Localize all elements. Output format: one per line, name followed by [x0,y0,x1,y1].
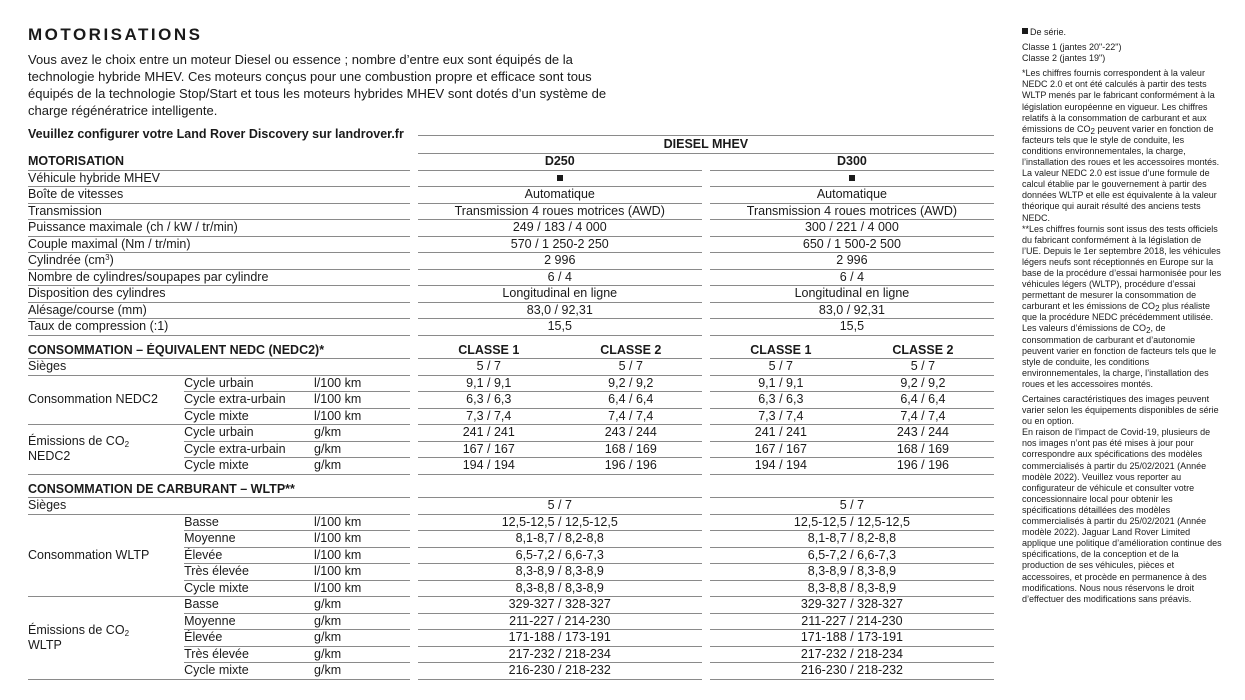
footnote-nedc: *Les chiffres fournis correspondent à la valeur NEDC 2.0 et ont été calculés à partir des tests WLTP menés par le fabricant conformément à la législation européenne en vigueur. Les chiffres relatifs à la consommation de carburant et aux émissions de $CO_2$ peuvent varier en fonction de facteurs tels que le style de conduite, les conditions environnementales, la charge, l’installation des roues et les accessoires montés. [1022,68,1220,168]
nedc-header-row: CONSOMMATION – ÉQUIVALENT NEDC (NEDC2)* CLASSE 1 CLASSE 2 CLASSE 1 CLASSE 2 [28,343,994,359]
spec-row: Cylindrée $(cm^3)$ 2 996 2 996 [28,253,994,270]
spec-row: Consommation NEDC2 Cycle urbain l/100 km 9,1 / 9,1 9,2 / 9,2 9,1 / 9,1 9,2 / 9,2 [28,375,994,392]
footnote-wltp: **Les chiffres fournis sont issus des tests officiels du fabricant conformément à la législation de l’UE. Depuis le 1er septembre 2018, les véhicules légers neufs sont réceptionnés en Europe sur la base de la procédure d’essai harmonisée pour les véhicules légers (WLTP), procédure d’essai permettant de mesurer la consommation de carburant et les émissions de $CO_2$ plus réaliste que la procédure NEDC précédemment utilisée. Les valeurs d’émissions de $CO_2$, de consommation de carburant et d’autonomie peuvent varier en fonction de facteurs tels que le style de conduite, les conditions environnementales, la charge, l’installation des roues et les accessoires montés. [1022,223,1222,389]
group-header-row [28,136,994,154]
spec-row: Très élevée g/km 217-232 / 218-234 217-232 / 218-234 [28,646,994,663]
standard-square-icon [849,175,855,181]
spec-row-mhev: Véhicule hybride MHEV [28,170,994,187]
engine-spec-table [28,135,994,680]
footnotes-sidebar [1022,27,1222,609]
spec-row: Alésage/course (mm) 83,0 / 92,31 83,0 / 92,31 [28,302,994,319]
model-d250: D250 [418,154,702,171]
spec-row: Élevée l/100 km 6,5-7,2 / 6,6-7,3 6,5-7,2 / 6,6-7,3 [28,547,994,564]
spec-row: Consommation WLTP Basse l/100 km 12,5-12,5 / 12,5-12,5 12,5-12,5 / 12,5-12,5 [28,514,994,531]
page-title: MOTORISATIONS [28,25,203,44]
spec-row: Couple maximal (Nm / tr/min) 570 / 1 250-2 250 650 / 1 500-2 500 [28,236,994,253]
diesel-mhev-header: DIESEL MHEV [418,136,994,154]
footnote-images: Certaines caractéristiques des images peuvent varier selon les équipements disponibles de série ou en option. [1022,394,1219,427]
footnote-covid: En raison de l’impact de Covid-19, plusieurs de nos images n’ont pas été mises à jour pour correspondre aux spécifications des modèles commercialisés à partir du 25/02/2021 (Année modèle 2022). Veuillez vous reporter au configurateur de véhicule et consulter votre concessionnaire local pour obtenir les spécifications détaillées des modèles commercialisés à partir du 25/02/2021 (Année modèle 2022). Jaguar Land Rover Limited applique une politique d’amélioration continue des spécifications, de la conception et de la production de ses véhicules, pièces et accessoires, et procède en permanence à des modifications. Nous nous réservons le droit d’effectuer des modifications sans préavis. [1022,427,1222,604]
group-label: Émissions de $CO_2$ NEDC2 [28,425,184,475]
spec-row: Moyenne l/100 km 8,1-8,7 / 8,2-8,8 8,1-8,7 / 8,2-8,8 [28,531,994,548]
standard-square-icon [557,175,563,181]
model-d300: D300 [710,154,994,171]
spec-row: Très élevée l/100 km 8,3-8,9 / 8,3-8,9 8,3-8,9 / 8,3-8,9 [28,564,994,581]
main-content [28,24,998,678]
footnote-nedc-formula: La valeur NEDC 2.0 est issue d’une formule de calcul établie par le gouvernement à partir des données WLTP et elle est équivalente à la valeur théorique qui aurait résulté des anciens tests NEDC. [1022,168,1217,223]
spec-row: Disposition des cylindres Longitudinal en ligne Longitudinal en ligne [28,286,994,303]
spec-row: Transmission Transmission 4 roues motrices (AWD) Transmission 4 roues motrices (AWD) [28,203,994,220]
spec-row: Moyenne g/km 211-227 / 214-230 211-227 / 214-230 [28,613,994,630]
spec-row: Cycle mixte l/100 km 7,3 / 7,4 7,4 / 7,4 7,3 / 7,4 7,4 / 7,4 [28,408,994,425]
spec-row: Cycle extra-urbain l/100 km 6,3 / 6,3 6,4 / 6,4 6,3 / 6,3 6,4 / 6,4 [28,392,994,409]
legend: De série. [1022,27,1222,38]
wltp-header-row [28,482,994,498]
group-label: Consommation NEDC2 [28,375,184,425]
standard-square-icon [1022,28,1028,34]
section-wltp: CONSOMMATION DE CARBURANT – WLTP** [28,482,410,498]
spec-row: Cycle mixte g/km 194 / 194 196 / 196 194 / 194 196 / 196 [28,458,994,475]
spec-row: Cycle mixte l/100 km 8,3-8,8 / 8,3-8,9 8,3-8,8 / 8,3-8,9 [28,580,994,597]
spec-row: Émissions de $CO_2$ NEDC2 Cycle urbain g/km 241 / 241 243 / 244 241 / 241 243 / 244 [28,425,994,442]
group-label: Émissions de $CO_2$ WLTP [28,597,184,680]
spec-row: Taux de compression (:1) 15,5 15,5 [28,319,994,336]
spec-row: Puissance maximale (ch / kW / tr/min) 249 / 183 / 4 000 300 / 221 / 4 000 [28,220,994,237]
group-label: Consommation WLTP [28,514,184,597]
intro-paragraph: Vous avez le choix entre un moteur Diesel ou essence ; nombre d’entre eux sont équipés de la technologie hybride MHEV. Ces moteurs conçus pour une combustion propre et efficace sont tous équipés de la technologie Stop/Start et tous les moteurs hybrides MHEV sont dotés d’un système de charge régénératrice intelligente. [28,52,607,118]
classe1-note: Classe 1 (jantes 20"-22") [1022,42,1122,53]
section-motorisation: MOTORISATION [28,154,410,171]
spec-row: Élevée g/km 171-188 / 173-191 171-188 / 173-191 [28,630,994,647]
spec-row: Nombre de cylindres/soupapes par cylindre 6 / 4 6 / 4 [28,269,994,286]
spec-row-sieges: Sièges 5 / 7 5 / 7 5 / 7 5 / 7 [28,359,994,376]
motorisation-header-row [28,154,994,171]
spec-row: Émissions de $CO_2$ WLTP Basse g/km 329-327 / 328-327 329-327 / 328-327 [28,597,994,614]
section-nedc: CONSOMMATION – ÉQUIVALENT NEDC (NEDC2)* [28,343,410,359]
spec-row: Cycle mixte g/km 216-230 / 218-232 216-230 / 218-232 [28,663,994,680]
classe2-note: Classe 2 (jantes 19") [1022,53,1106,64]
spec-row: Boîte de vitesses Automatique Automatique [28,187,994,204]
spec-row: Cycle extra-urbain g/km 167 / 167 168 / 169 167 / 167 168 / 169 [28,441,994,458]
spec-row-sieges: Sièges 5 / 7 5 / 7 [28,498,994,515]
configure-link[interactable]: Veuillez configurer votre Land Rover Discovery sur landrover.fr [28,127,404,141]
